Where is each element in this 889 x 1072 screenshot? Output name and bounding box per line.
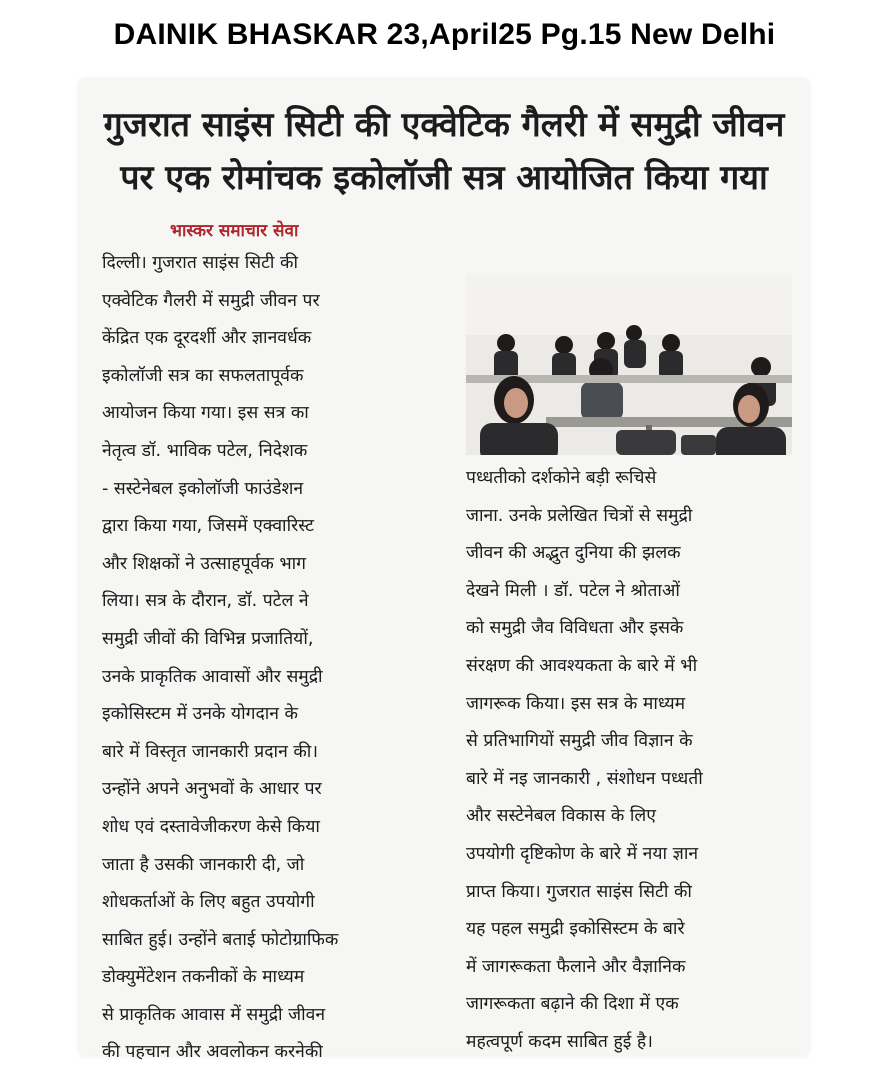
- text-line: उन्होंने अपने अनुभवों के आधार पर: [102, 779, 322, 800]
- text-line: उपयोगी दृष्टिकोण के बारे में नया ज्ञान: [466, 843, 699, 864]
- text-line: से प्राकृतिक आवास में समुद्री जीवन: [102, 1004, 326, 1025]
- text-line: शोध एवं दस्तावेजीकरण केसे किया: [102, 816, 320, 837]
- text-line: जागरूकता बढ़ाने की दिशा में एक: [466, 994, 679, 1015]
- text-line: जागरूक किया। इस सत्र के माध्यम: [466, 693, 686, 714]
- text-line: - सस्टेनेबल इकोलॉजी फाउंडेशन: [102, 478, 304, 499]
- text-line: में जागरूकता फैलाने और वैज्ञानिक: [466, 956, 686, 977]
- text-line: जाना. उनके प्रलेखित चित्रों से समुद्री: [466, 505, 693, 526]
- text-line: की पहचान और अवलोकन करनेकी: [102, 1042, 323, 1063]
- article-column-right: [466, 460, 796, 1062]
- text-line: नेतृत्व डॉ. भाविक पटेल, निदेशक: [102, 440, 308, 461]
- text-line: इकोसिस्टम में उनके योगदान के: [102, 704, 298, 725]
- classroom-photo: [466, 275, 792, 455]
- text-line: देखने मिली । डॉ. पटेल ने श्रोताओं: [466, 580, 680, 601]
- text-line: बारे में विस्तृत जानकारी प्रदान की।: [102, 741, 318, 762]
- text-line: महत्वपूर्ण कदम साबित हुई है।: [466, 1031, 653, 1052]
- text-line: उनके प्राकृतिक आवासों और समुद्री: [102, 666, 323, 687]
- clipping-caption: DAINIK BHASKAR 23,April25 Pg.15 New Delhi: [113, 18, 776, 51]
- text-line: संरक्षण की आवश्यकता के बारे में भी: [466, 655, 698, 676]
- text-line: लिया। सत्र के दौरान, डॉ. पटेल ने: [102, 591, 309, 612]
- text-line: यह पहल समुद्री इकोसिस्टम के बारे: [466, 919, 685, 940]
- newspaper-clipping: [80, 80, 808, 1063]
- text-line: केंद्रित एक दूरदर्शी और ज्ञानवर्धक: [102, 328, 312, 349]
- text-line: एक्वेटिक गैलरी में समुद्री जीवन पर: [102, 290, 320, 311]
- text-line: दिल्ली। गुजरात साइंस सिटी की: [102, 253, 298, 273]
- byline: भास्कर समाचार सेवा: [170, 221, 299, 241]
- headline-line-2: पर एक रोमांचक इकोलॉजी सत्र आयोजित किया गया: [120, 158, 768, 198]
- article-photo: [466, 275, 792, 455]
- text-line: जीवन की अद्भुत दुनिया की झलक: [466, 543, 681, 564]
- text-line: द्वारा किया गया, जिसमें एक्वारिस्ट: [102, 516, 314, 537]
- text-line: और शिक्षकों ने उत्साहपूर्वक भाग: [102, 553, 307, 574]
- text-line: को समुद्री जैव विविधता और इसके: [466, 618, 684, 639]
- text-line: से प्रतिभागियों समुद्री जीव विज्ञान के: [466, 731, 693, 752]
- headline-line-1: गुजरात साइंस सिटी की एक्वेटिक गैलरी में समुद्री जीवन: [103, 105, 785, 145]
- text-line: और सस्टेनेबल विकास के लिए: [466, 806, 656, 827]
- text-line: इकोलॉजी सत्र का सफलतापूर्वक: [102, 365, 304, 386]
- text-line: डोक्युमेंटेशन तकनीकों के माध्यम: [102, 967, 305, 988]
- text-line: प्राप्त किया। गुजरात साइंस सिटी की: [466, 881, 692, 902]
- text-line: साबित हुई। उन्होंने बताई फोटोग्राफिक: [102, 929, 339, 950]
- article-column-left: [102, 245, 438, 1072]
- text-line: समुद्री जीवों की विभिन्न प्रजातियों,: [102, 628, 314, 649]
- text-line: बारे में नइ जानकारी , संशोधन पध्धती: [466, 768, 703, 789]
- text-line: पध्धतीको दर्शकोने बड़ी रूचिसे: [466, 468, 657, 488]
- text-line: शोधकर्ताओं के लिए बहुत उपयोगी: [102, 892, 315, 913]
- text-line: आयोजन किया गया। इस सत्र का: [102, 403, 309, 424]
- text-line: जाता है उसकी जानकारी दी, जो: [102, 854, 305, 875]
